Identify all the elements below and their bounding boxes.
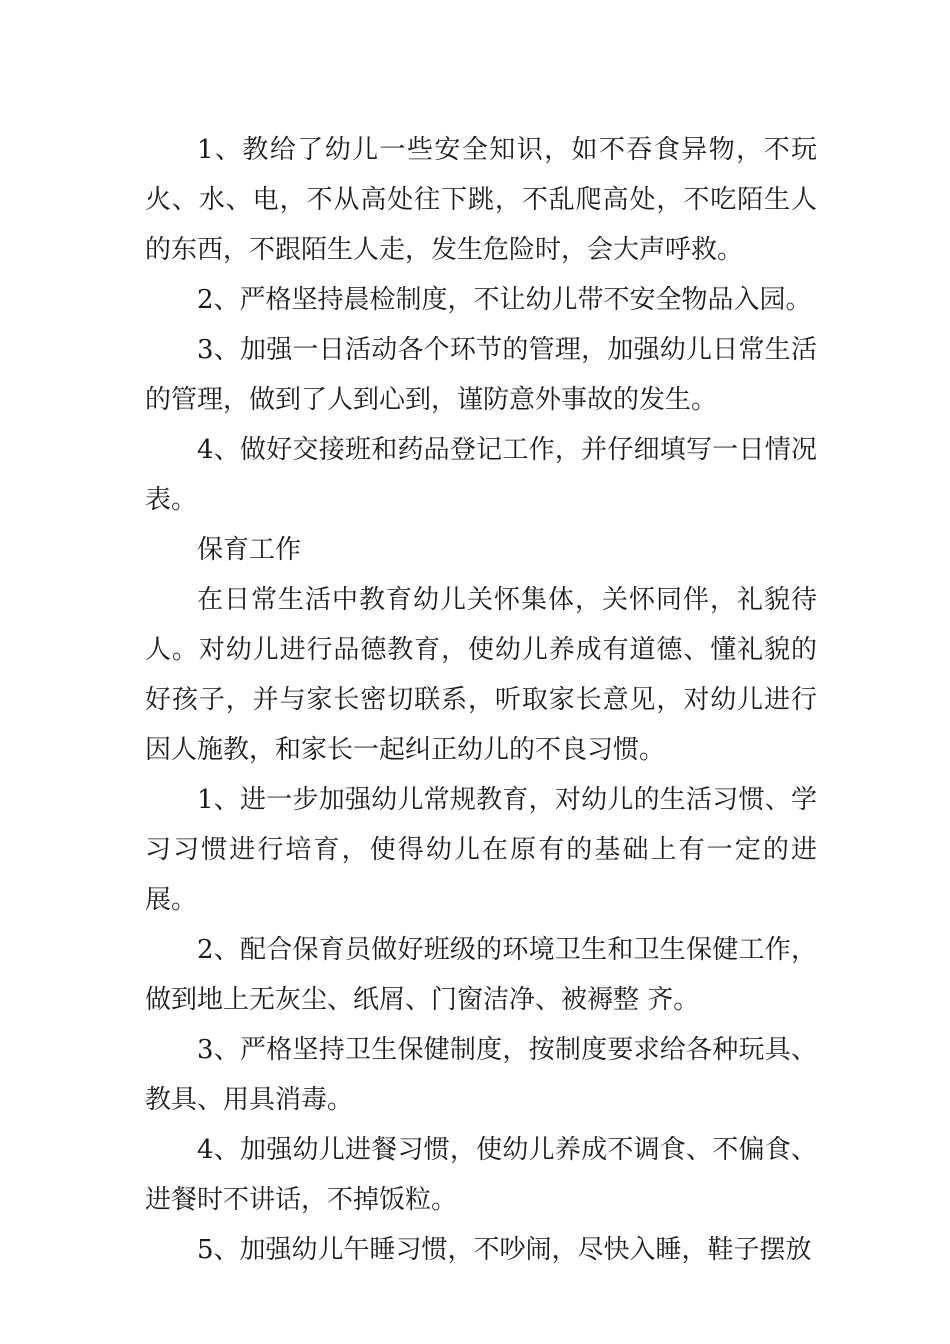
paragraph-moral-education: 在日常生活中教育幼儿关怀集体，关怀同伴，礼貌待人。对幼儿进行品德教育，使幼儿养成有道德、懂礼貌的好孩子，并与家长密切联系，听取家长意见，对幼儿进行因人施教，和家长一起纠正幼儿的不良习惯。 bbox=[145, 585, 817, 765]
section-heading-care-work: 保育工作 bbox=[197, 535, 302, 565]
paragraph-routine-education: 1、进一步加强幼儿常规教育，对幼儿的生活习惯、学习习惯进行培育，使得幼儿在原有的基础上有一定的进展。 bbox=[145, 785, 817, 915]
paragraph-eating-habits: 4、加强幼儿进餐习惯，使幼儿养成不调食、不偏食、进餐时不讲话，不掉饭粒。 bbox=[145, 1135, 817, 1215]
document-body bbox=[145, 125, 817, 1275]
paragraph-safety-knowledge: 1、教给了幼儿一些安全知识，如不吞食异物，不玩火、水、电，不从高处往下跳，不乱爬高处，不吃陌生人的东西，不跟陌生人走，发生危险时，会大声呼救。 bbox=[145, 135, 817, 265]
paragraph-nap-habits: 5、加强幼儿午睡习惯，不吵闹，尽快入睡，鞋子摆放 bbox=[197, 1235, 812, 1265]
paragraph-morning-check: 2、严格坚持晨检制度，不让幼儿带不安全物品入园。 bbox=[197, 285, 812, 315]
paragraph-shift-handover: 4、做好交接班和药品登记工作，并仔细填写一日情况表。 bbox=[145, 435, 817, 515]
paragraph-disinfection: 3、严格坚持卫生保健制度，按制度要求给各种玩具、教具、用具消毒。 bbox=[145, 1035, 817, 1115]
paragraph-daily-management: 3、加强一日活动各个环节的管理，加强幼儿日常生活的管理，做到了人到心到，谨防意外事故的发生。 bbox=[145, 335, 817, 415]
paragraph-environment-hygiene: 2、配合保育员做好班级的环境卫生和卫生保健工作，做到地上无灰尘、纸屑、门窗洁净、被褥整 齐。 bbox=[145, 935, 817, 1015]
